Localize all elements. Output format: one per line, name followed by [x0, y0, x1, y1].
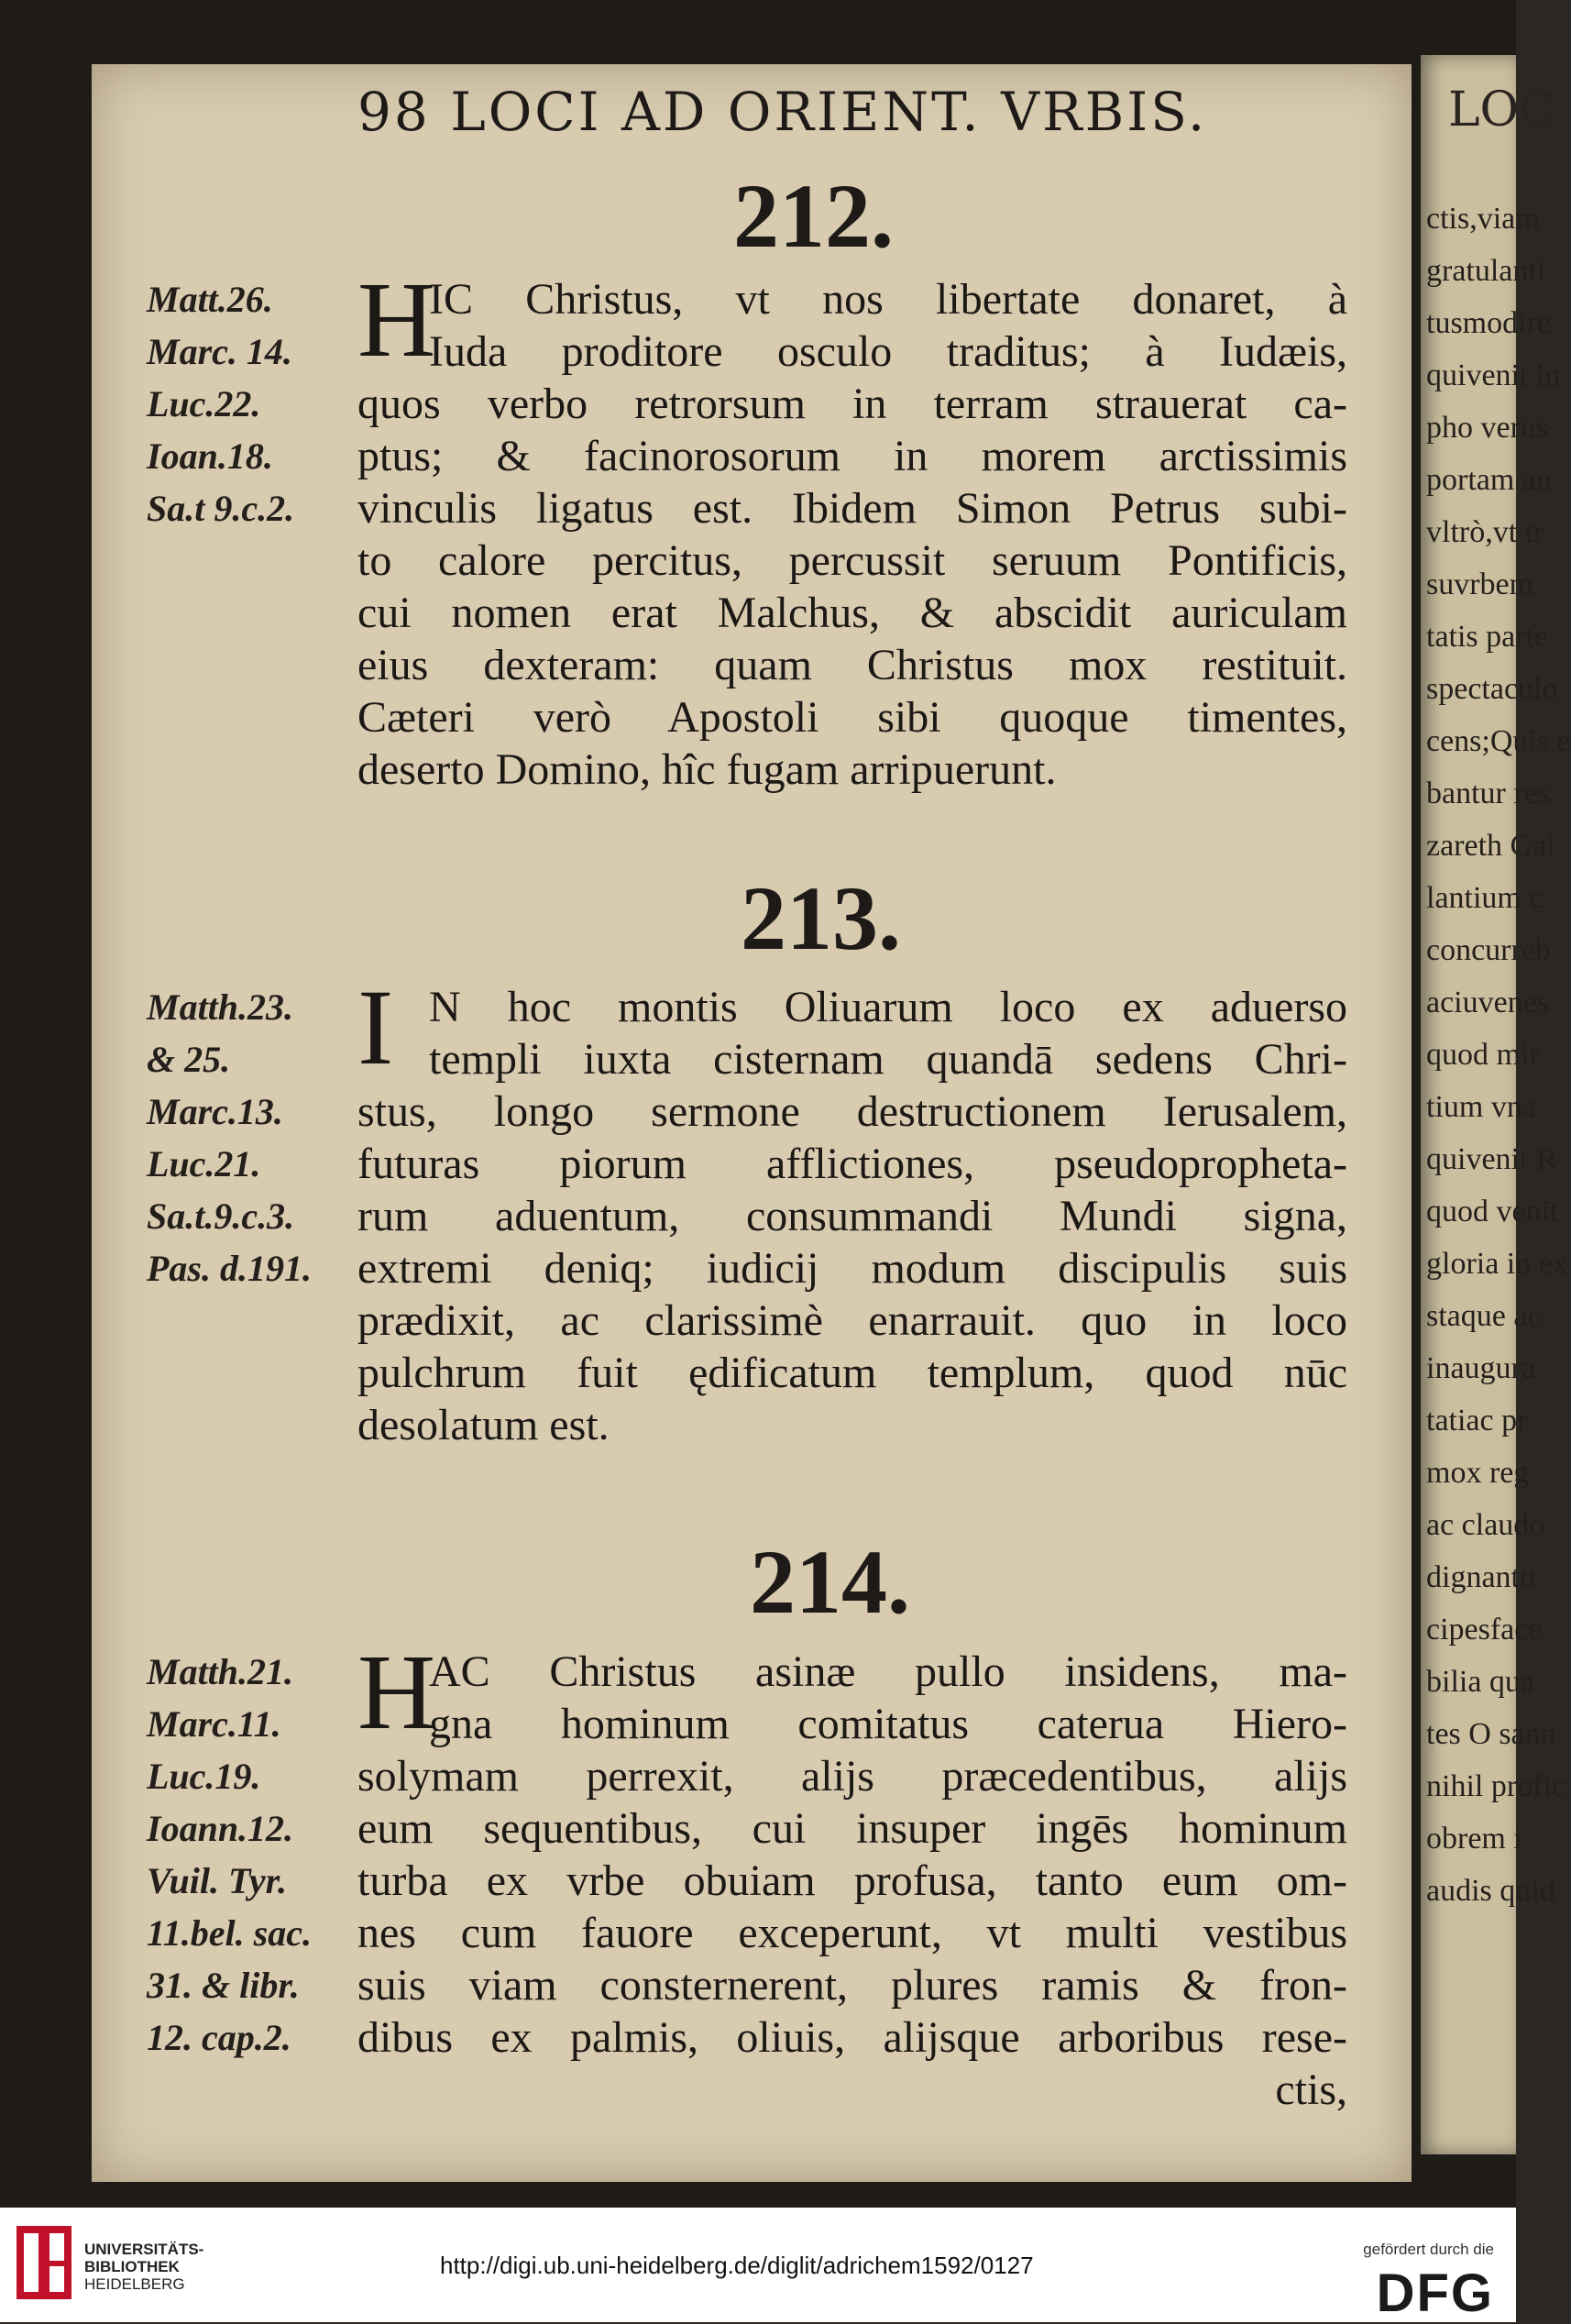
margin-reference: Pas. d.191. [147, 1248, 312, 1289]
neighbor-page-line: pho verus [1426, 411, 1549, 445]
neighbor-page-line: bilia qua [1426, 1665, 1535, 1699]
text-line: nes cum fauore exceperunt, vt multi vestibus [357, 1909, 1347, 1957]
margin-reference: Matt.26. [147, 279, 273, 320]
drop-cap: H [357, 259, 436, 380]
neighbor-page-title: LOC [1448, 83, 1555, 138]
neighbor-page-line: cens;Quis e [1426, 724, 1571, 758]
text-line: eius dexteram: quam Christus mox restituit. [357, 641, 1347, 689]
neighbor-page-line: audis quid [1426, 1874, 1555, 1908]
neighbor-page-line: zareth Gal [1426, 829, 1555, 863]
text-line: N hoc montis Oliuarum loco ex aduerso [429, 983, 1347, 1031]
margin-reference: Vuil. Tyr. [147, 1860, 288, 1901]
margin-reference: & 25. [147, 1039, 231, 1080]
running-head: 98 LOCI AD ORIENT. VRBIS. [357, 81, 1208, 143]
paragraph [357, 981, 1347, 1451]
neighbor-page-line: vltrò,vt tr [1426, 515, 1544, 549]
neighbor-page-line: bantur res [1426, 777, 1551, 810]
university-library-name: UNIVERSITÄTS- BIBLIOTHEK HEIDELBERG [84, 2241, 204, 2293]
text-line: solymam perrexit, alijs præcedentibus, alijs [357, 1752, 1347, 1801]
neighbor-page-line: nihil profic [1426, 1769, 1566, 1803]
neighbor-page-line: obrem i [1426, 1822, 1522, 1856]
margin-reference: Luc.21. [147, 1143, 261, 1184]
text-line: pulchrum fuit ędificatum templum, quod nūc [357, 1349, 1347, 1397]
margin-reference: 12. cap.2. [147, 2017, 291, 2058]
neighbor-page-line: ctis,viam [1426, 202, 1540, 236]
text-line: cui nomen erat Malchus, & abscidit auriculam [357, 589, 1347, 637]
drop-cap: H [357, 1632, 436, 1752]
text-line: turba ex vrbe obuiam profusa, tanto eum om- [357, 1856, 1347, 1905]
text-line: suis viam consternerent, plures ramis & fron- [357, 1961, 1347, 2010]
text-line: rum aduentum, consummandi Mundi signa, [357, 1192, 1347, 1240]
text-line: gna hominum comitatus caterua Hiero- [429, 1700, 1347, 1748]
text-line: IC Christus, vt nos libertate donaret, à [429, 275, 1347, 324]
neighbor-page-line: suvrbem [1426, 567, 1534, 601]
margin-reference: Ioan.18. [147, 435, 273, 477]
footer-bar [0, 2208, 1516, 2322]
text-line: ctis, [1275, 2065, 1347, 2114]
text-line: quos verbo retrorsum in terram strauerat ca- [357, 380, 1347, 428]
text-line: extremi deniq; iudicij modum discipulis suis [357, 1244, 1347, 1293]
neighbor-page-line: ac claudo [1426, 1508, 1545, 1542]
text-line: dibus ex palmis, oliuis, alijsque arboribus rese- [357, 2013, 1347, 2062]
text-line: desolatum est. [357, 1401, 610, 1449]
section-number: 214. [750, 1531, 910, 1633]
neighbor-page-line: tatis parte [1426, 620, 1549, 654]
neighbor-page-line: quivenit R [1426, 1142, 1557, 1176]
margin-references [147, 1646, 348, 2064]
neighbor-page-line: aciuvenes [1426, 986, 1550, 1019]
margin-reference: Matth.23. [147, 986, 294, 1028]
neighbor-page-line: gloria in ex [1426, 1247, 1568, 1281]
text-line: templi iuxta cisternam quandā sedens Chri- [429, 1035, 1347, 1084]
text-line: AC Christus asinæ pullo insidens, ma- [429, 1647, 1347, 1696]
neighbor-page-line: cipesface [1426, 1613, 1543, 1647]
margin-reference: Sa.t 9.c.2. [147, 488, 295, 529]
text-line: Iuda proditore osculo traditus; à Iudæis, [429, 327, 1347, 376]
neighbor-page-line: concurreb [1426, 933, 1551, 967]
text-line: ptus; & facinorosorum in morem arctissimis [357, 432, 1347, 480]
margin-reference: Luc.19. [147, 1756, 261, 1797]
text-line: futuras piorum afflictiones, pseudopropheta- [357, 1140, 1347, 1188]
neighbor-page-edge [1421, 55, 1571, 2154]
margin-reference: 11.bel. sac. [147, 1912, 312, 1954]
margin-reference: Marc. 14. [147, 331, 292, 372]
margin-reference: Marc.11. [147, 1703, 281, 1745]
section-number: 213. [741, 867, 901, 969]
text-line: deserto Domino, hîc fugam arripuerunt. [357, 745, 1057, 794]
neighbor-page-line: staque ac [1426, 1299, 1542, 1333]
margin-reference: Sa.t.9.c.3. [147, 1195, 295, 1237]
neighbor-page-line: spectaculo [1426, 672, 1558, 706]
text-line: eum sequentibus, cui insuper ingēs hominum [357, 1804, 1347, 1853]
margin-reference: Luc.22. [147, 383, 261, 424]
neighbor-page-line: quivenit in [1426, 358, 1561, 392]
paragraph [357, 1646, 1347, 2116]
text-line: prædixit, ac clarissimè enarrauit. quo in loco [357, 1296, 1347, 1345]
text-line: stus, longo sermone destructionem Ierusalem, [357, 1087, 1347, 1136]
funded-by-label: gefördert durch die [1363, 2241, 1494, 2258]
margin-reference: Ioann.12. [147, 1808, 294, 1849]
margin-reference: Matth.21. [147, 1651, 294, 1692]
neighbor-page-line: portam au [1426, 463, 1552, 497]
margin-references [147, 273, 348, 534]
neighbor-page-line: tes O sann [1426, 1717, 1556, 1751]
neighbor-page-line: quod mir [1426, 1038, 1540, 1072]
section-number: 212. [733, 165, 894, 267]
neighbor-page-line: lantium c [1426, 881, 1544, 915]
paragraph [357, 273, 1347, 796]
neighbor-page-line: quod venit [1426, 1195, 1559, 1228]
permalink-url[interactable]: http://digi.ub.uni-heidelberg.de/diglit/adrichem1592/0127 [440, 2252, 1034, 2279]
text-line: Cæteri verò Apostoli sibi quoque timentes, [357, 693, 1347, 742]
neighbor-page-line: mox reg [1426, 1456, 1530, 1490]
neighbor-page-line: tusmodire [1426, 306, 1551, 340]
neighbor-page-line: tium vna [1426, 1090, 1536, 1124]
margin-reference: 31. & libr. [147, 1965, 300, 2006]
neighbor-page-line: inaugura [1426, 1351, 1535, 1385]
text-line: vinculis ligatus est. Ibidem Simon Petrus subi- [357, 484, 1347, 533]
university-library-logo [16, 2226, 71, 2299]
drop-cap: I [357, 967, 394, 1087]
text-line: to calore percitus, percussit seruum Pontificis, [357, 536, 1347, 585]
neighbor-page-line: tatiac pr [1426, 1404, 1528, 1437]
neighbor-page-line: dignantu [1426, 1560, 1535, 1594]
margin-reference: Marc.13. [147, 1091, 283, 1132]
neighbor-page-line: gratulanti [1426, 254, 1546, 288]
dfg-logo: DFG [1376, 2263, 1494, 2323]
margin-references [147, 981, 348, 1294]
